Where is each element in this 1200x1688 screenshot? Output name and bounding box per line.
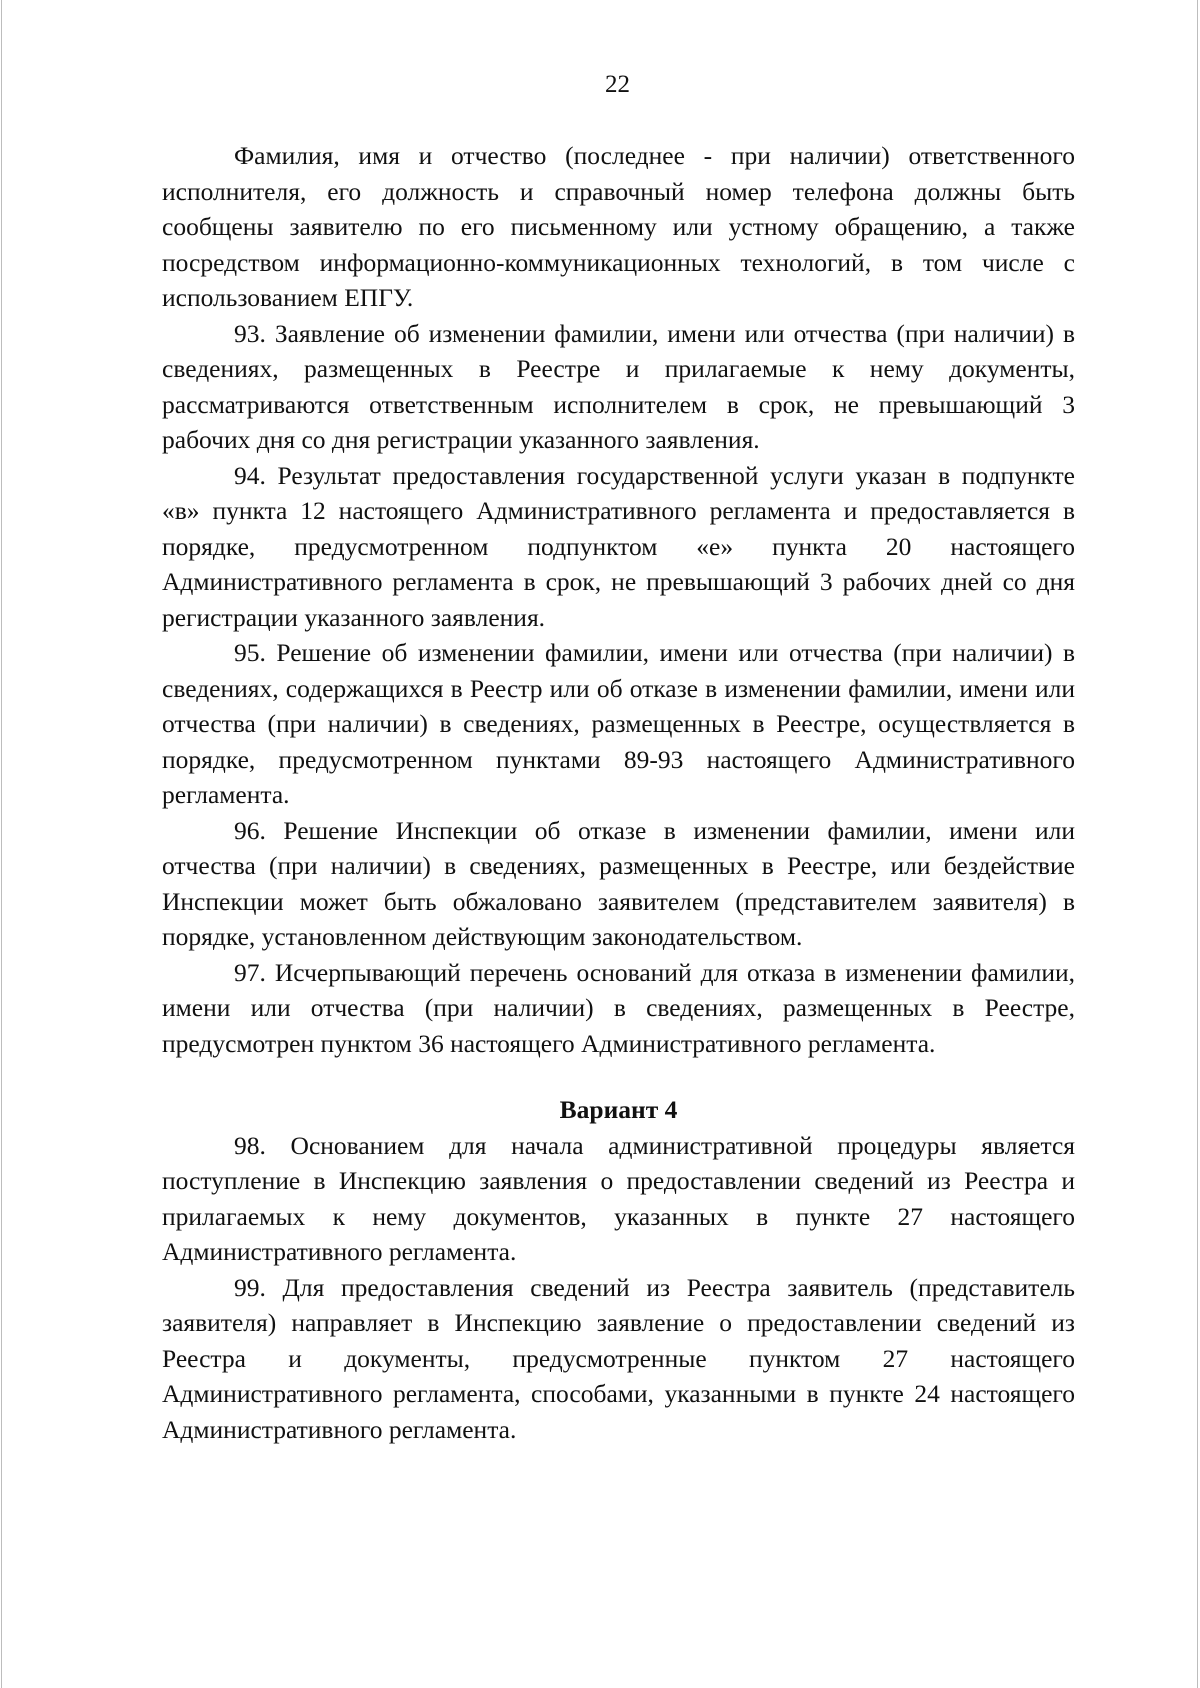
paragraph-99: 99. Для предоставления сведений из Реестра заявитель (представитель заявителя) направляет в Инспекцию заявление о предоставлении сведений из Реестра и документы, предусмотренные пунктом 27 настоящего Административного регламента, способами, указанными в пункте 24 настоящего Административного регламента. <box>162 1272 1075 1444</box>
scan-left-edge <box>1 0 2 1688</box>
document-body <box>162 138 1075 1447</box>
paragraph-96: 96. Решение Инспекции об отказе в изменении фамилии, имени или отчества (при наличии) в сведениях, размещенных в Реестре, или бездействие Инспекции может быть обжаловано заявителем (представителем заявителя) в порядке, установленном действующим законодательством. <box>162 815 1075 951</box>
paragraph-94: 94. Результат предоставления государственной услуги указан в подпункте «в» пункта 12 настоящего Административного регламента и предоставляется в порядке, предусмотренном подпунктом «е» пункта 20 настоящего Административного регламента в срок, не превышающий 3 рабочих дней со дня регистрации указанного заявления. <box>162 460 1075 632</box>
scan-right-edge <box>1197 0 1198 1688</box>
paragraph-97: 97. Исчерпывающий перечень оснований для отказа в изменении фамилии, имени или отчества (при наличии) в сведениях, размещенных в Реестре, предусмотрен пунктом 36 настоящего Административного регламента. <box>162 957 1075 1058</box>
page-number: 22 <box>605 71 630 98</box>
paragraph-93: 93. Заявление об изменении фамилии, имени или отчества (при наличии) в сведениях, размещенных в Реестре и прилагаемые к нему документы, рассматриваются ответственным исполнителем в срок, не превышающий 3 рабочих дня со дня регистрации указанного заявления. <box>162 318 1075 454</box>
section-heading-variant-4: Вариант 4 <box>559 1095 678 1124</box>
paragraph-98: 98. Основанием для начала административной процедуры является поступление в Инспекцию заявления о предоставлении сведений из Реестра и прилагаемых к нему документов, указанных в пункте 27 настоящего Административного регламента. <box>162 1130 1075 1266</box>
paragraph-responsible-executor: Фамилия, имя и отчество (последнее - при наличии) ответственного исполнителя, его должность и справочный номер телефона должны быть сообщены заявителю по его письменному или устному обращению, а также посредством информационно-коммуникационных технологий, в том числе с использованием ЕПГУ. <box>162 141 1075 312</box>
paragraph-95: 95. Решение об изменении фамилии, имени или отчества (при наличии) в сведениях, содержащихся в Реестр или об отказе в изменении фамилии, имени или отчества (при наличии) в сведениях, размещенных в Реестре, осуществляется в порядке, предусмотренном пунктами 89-93 настоящего Административного регламента. <box>162 638 1075 809</box>
